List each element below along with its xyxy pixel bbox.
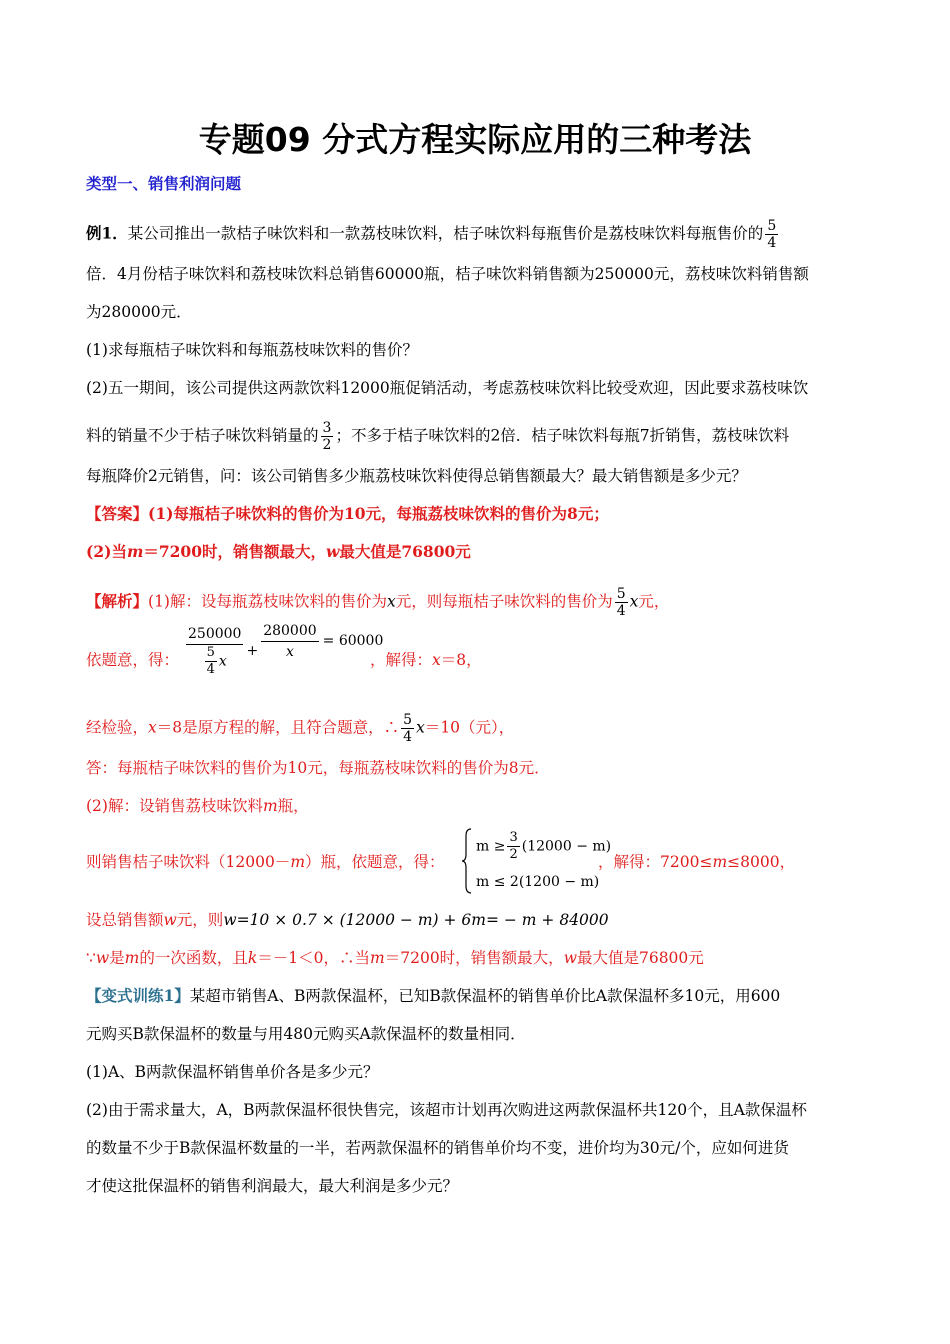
question-2-line-2: 料的销量不少于桔子味饮料销量的 $\frac{3}{2}$ ；不多于桔子味饮料的2倍．桔子味饮料每瓶7折销售，荔枝味饮料 (86, 420, 790, 453)
page-title: 专题09 分式方程实际应用的三种考法 (198, 120, 752, 159)
solution-line-5: (2)解：设销售荔枝味饮料m瓶， (86, 797, 309, 815)
answer-line-1: 【答案】(1)每瓶桔子味饮料的售价为10元，每瓶荔枝味饮料的售价为8元； (86, 504, 609, 523)
variant-1-line-1: 【变式训练1】某超市销售A、B两款保温杯，已知B款保温杯的销售单价比A款保温杯多10元，用600 (86, 986, 781, 1005)
solution-line-1: 【解析】(1)解：设每瓶荔枝味饮料的售价为x元，则每瓶桔子味饮料的售价为 $\frac{5}{4}$ x元， (86, 586, 670, 619)
variant-1-question-2-line-2: 的数量不少于B款保温杯数量的一半，若两款保温杯的销售单价均不变，进价均为30元/个，应如何进货 (86, 1139, 789, 1157)
inequality-top: m ≥ $\frac{3}{2}$ (12000 − m) (476, 830, 612, 862)
variant-1-question-2-line-3: 才使这批保温杯的销售利润最大，最大利润是多少元？ (86, 1177, 459, 1195)
example-1-line-3: 为280000元． (86, 303, 192, 321)
question-1: (1)求每瓶桔子味饮料和每瓶荔枝味饮料的售价？ (86, 341, 418, 359)
variant-tag: 【变式训练1】 (86, 986, 190, 1005)
fraction: $\frac{5}{4}$ (403, 712, 413, 745)
solution-line-6: 则销售桔子味饮料（12000－m）瓶，依题意，得： (86, 853, 445, 871)
variant-1-line-2: 元购买B款保温杯的数量与用480元购买A款保温杯的数量相同． (86, 1025, 526, 1043)
equation: 250000 $\frac{5}{4}$ x + $\frac{280000}{x}$ = 60000 (188, 622, 384, 677)
equation-term-2: $\frac{280000}{x}$ (263, 622, 317, 660)
variant-1-question-1: (1)A、B两款保温杯销售单价各是多少元？ (86, 1063, 379, 1081)
variant-1-question-2-line-1: (2)由于需求量大，A，B两款保温杯很快售完，该超市计划再次购进这两款保温杯共120个，且A款保温杯 (86, 1101, 807, 1119)
fraction: $\frac{3}{2}$ (322, 420, 332, 453)
solution-line-4: 答：每瓶桔子味饮料的售价为10元，每瓶荔枝味饮料的售价为8元． (86, 759, 550, 777)
solution-line-7: 设总销售额w元，则w=10 × 0.7 × (12000 − m) + 6m= − m + 84000 (86, 911, 609, 929)
solution-line-3: 经检验，x＝8是原方程的解，且符合题意，∴ $\frac{5}{4}$ x＝10（元）， (86, 712, 515, 745)
solution-line-8: ∵w是m的一次函数，且k＝－1＜0，∴当m＝7200时，销售额最大，w最大值是76800元 (86, 949, 704, 967)
equation-term-1: 250000 $\frac{5}{4}$ x (188, 626, 242, 677)
question-2-line-1: (2)五一期间，该公司提供这两款饮料12000瓶促销活动，考虑荔枝味饮料比较受欢迎，因此要求荔枝味饮 (86, 379, 809, 397)
solution-tag: 【解析】 (86, 591, 149, 611)
question-2-line-3: 每瓶降价2元销售，问：该公司销售多少瓶荔枝味饮料使得总销售额最大？最大销售额是多少元？ (86, 467, 747, 485)
inequality-system (462, 828, 612, 894)
answer-tag: 【答案】 (86, 504, 149, 523)
example-1-line-1: 例1．某公司推出一款桔子味饮料和一款荔枝味饮料，桔子味饮料每瓶售价是荔枝味饮料每瓶售价的 $\frac{5}{4}$ (86, 218, 777, 251)
fraction: $\frac{5}{4}$ (616, 586, 626, 619)
section-heading: 类型一、销售利润问题 (86, 175, 242, 193)
solution-line-2-result: ，解得：x＝8， (370, 651, 482, 669)
fraction: $\frac{5}{4}$ (767, 218, 777, 251)
left-brace-icon (462, 828, 472, 894)
solution-line-6-result: ，解得：7200≤m≤8000， (598, 853, 796, 871)
example-label: 例1． (86, 223, 128, 243)
example-1-line-2: 倍．4月份桔子味饮料和荔枝味饮料总销售60000瓶，桔子味饮料销售额为250000元，荔枝味饮料销售额 (86, 265, 809, 283)
answer-line-2: (2)当m＝7200时，销售额最大，w最大值是76800元 (86, 542, 471, 561)
solution-line-2: 依题意，得： (86, 651, 180, 669)
inequality-bottom: m ≤ 2(1200 − m) (476, 874, 600, 890)
